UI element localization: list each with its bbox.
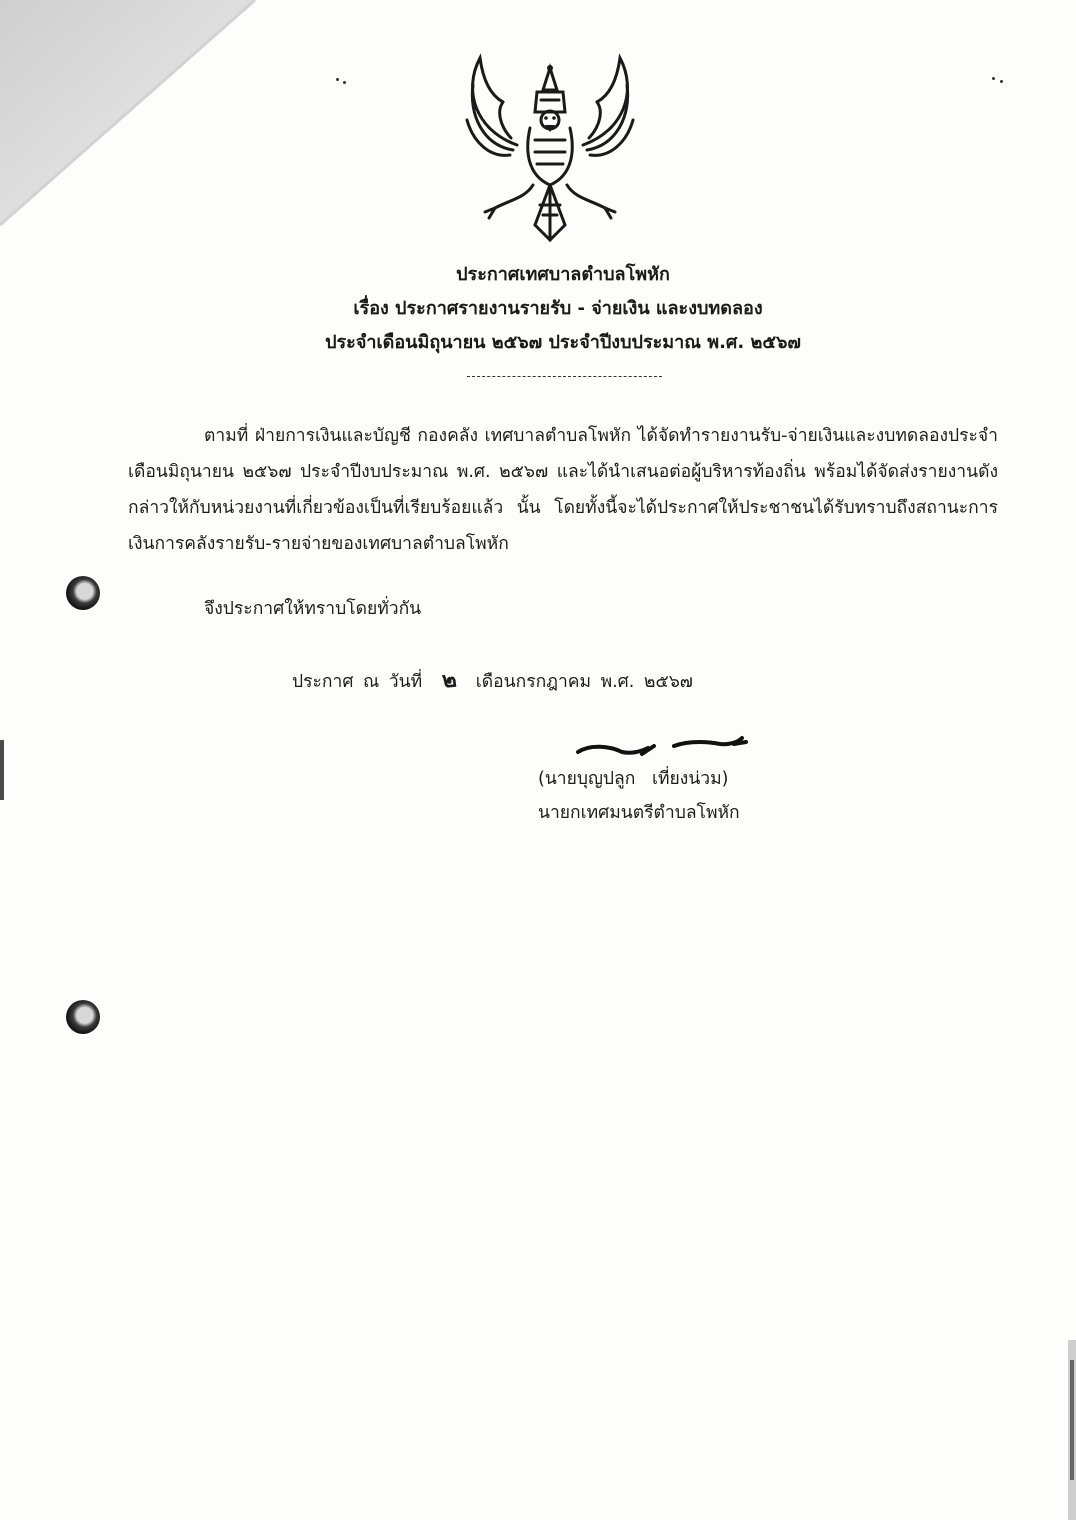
speck bbox=[343, 81, 346, 84]
date-day-handwritten: ๒ bbox=[440, 666, 458, 694]
closing-statement: จึงประกาศให้ทราบโดยทั่วกัน bbox=[204, 599, 422, 619]
scan-edge-mark bbox=[1070, 1360, 1074, 1480]
speck bbox=[992, 77, 995, 80]
announcement-body bbox=[128, 418, 998, 562]
garuda-emblem-icon bbox=[455, 50, 645, 245]
date-suffix: เดือนกรกฎาคม พ.ศ. ๒๕๖๗ bbox=[475, 672, 693, 692]
announcement-subject: เรื่อง ประกาศรายงานรายรับ - จ่ายเงิน และงบทดลอง bbox=[353, 298, 763, 319]
announcement-period: ประจำเดือนมิถุนายน ๒๕๖๗ ประจำปีงบประมาณ พ.ศ. ๒๕๖๗ bbox=[325, 332, 801, 353]
announcement-date bbox=[292, 662, 693, 697]
signer-position: นายกเทศมนตรีตำบลโพหัก bbox=[538, 803, 740, 823]
punch-hole-top bbox=[66, 576, 100, 610]
date-prefix: ประกาศ ณ วันที่ bbox=[292, 672, 423, 692]
punch-hole-bottom bbox=[66, 1000, 100, 1034]
signer-name: (นายบุญปลูก เที่ยงน่วม) bbox=[538, 769, 729, 789]
signer-block bbox=[538, 762, 740, 830]
announcement-header bbox=[0, 258, 1076, 360]
announcement-title: ประกาศเทศบาลตำบลโพหัก bbox=[456, 264, 670, 285]
speck bbox=[1000, 80, 1003, 83]
scan-edge-mark bbox=[0, 740, 4, 800]
speck bbox=[336, 78, 339, 81]
signature-mark bbox=[570, 732, 750, 760]
header-divider bbox=[467, 376, 662, 377]
body-paragraph: ตามที่ ฝ่ายการเงินและบัญชี กองคลัง เทศบาลตำบลโพหัก ได้จัดทำรายงานรับ-จ่ายเงินและงบทดลองประจำเดือนมิถุนายน ๒๕๖๗ ประจำปีงบประมาณ พ.ศ. ๒๕๖๗ และได้นำเสนอต่อผู้บริหารท้องถิ่น พร้อมได้จัดส่งรายงานดังกล่าวให้กับหน่วยงานที่เกี่ยวข้องเป็นที่เรียบร้อยแล้ว นั้น โดยทั้งนี้จะได้ประกาศให้ประชาชนได้รับทราบถึงสถานะการเงินการคลังรายรับ-รายจ่ายของเทศบาลตำบลโพหัก bbox=[128, 426, 998, 554]
